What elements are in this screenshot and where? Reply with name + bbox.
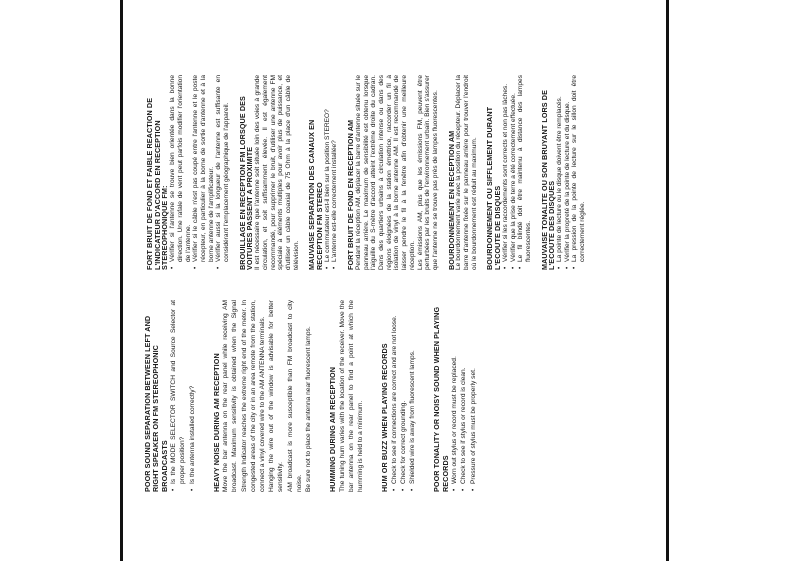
bullet-item: • Vérifier si les raccordements sont corrects et non pas lâches.	[502, 75, 510, 270]
troubleshooting-section	[144, 300, 197, 492]
troubleshooting-section	[448, 75, 479, 270]
section-heading: MAUVAISE SEPARATION DES CANAUX EN RECEPTION FM STEREO	[307, 119, 325, 270]
section-paragraph: Be sure not to place the antenna near fluorescent lamps.	[305, 326, 313, 492]
bullet-item: • Check for correct grounding.	[399, 300, 408, 492]
troubleshooting-section	[146, 75, 231, 270]
section-heading: HEAVY NOISE DURING AM RECEPTION	[211, 353, 221, 492]
bullet-item: • Vérifier aussi si la longueur de l'antenne est suffisante en considérant l'emplacement géographique de l'appareil.	[215, 75, 230, 270]
bullet-item: • Vérifier la propreté de la pointe de lecture et du disque.	[564, 75, 572, 270]
troubleshooting-section	[329, 300, 365, 492]
bullet-item: • Is the MODE SELECTOR SWITCH and Source Selector at proper position?	[169, 300, 187, 492]
section-heading: HUM OR BUZZ WHEN PLAYING RECORDS	[380, 343, 390, 492]
section-heading: POOR SOUND SEPARATION BETWEEN LEFT AND RIGHT SPEAKER ON FM STEREOPHONIC BROADCASTS	[143, 315, 169, 492]
section-paragraph: Pendant la réception AM, déplacer la barre d'antenne située sur le panneau arrière. Le maximum de sensibilité est obtenu lorsque l'aiguille du S-mètre d'accord atteint l'extrême droite du cadran. Dans des quartiers urbains à circulation intense ou dans des régions éloignées de la station émettrice, raccorder un fil à isolation de vinyl à la borne antenne AM. Il est recommandé de laisser pendre le fil à la fenêtre afin d'obtenir une meilleure réception.	[354, 75, 416, 270]
section-paragraph: Hanging the wire out of the window is advisable for better sensitivity.	[268, 300, 285, 492]
section-heading: BOURDONNEMENT EN RECEPTION AM	[446, 130, 456, 270]
bullet-list	[450, 300, 478, 492]
section-heading: MAUVAISE TONALITE OU SON BRUYANT LORS DE L'ECOUTE DES DISQUES	[539, 90, 557, 270]
troubleshooting-section	[308, 75, 339, 270]
bullet-list	[169, 75, 231, 270]
bullet-list	[556, 75, 587, 270]
french-column	[146, 75, 587, 270]
section-heading: FORT BRUIT DE FOND EN RECEPTION AM	[346, 119, 356, 270]
bullet-item: • Shielded wire is away from fluorescent lamps.	[408, 300, 417, 492]
troubleshooting-section	[541, 75, 587, 270]
bullet-item: • Is the antenna installed correctly?	[188, 300, 197, 492]
bullet-item: • Check to see if stylus or record is clean.	[459, 300, 468, 492]
section-heading: HUMMING DURING AM RECEPTION	[328, 366, 338, 492]
troubleshooting-section	[239, 75, 301, 270]
bullet-item: • Vérifier si l'antenne se trouve bien orientée dans la bonne direction. Une rafale de vent peut parfois modifier l'orientation de l'antenne.	[169, 75, 192, 270]
bullet-item: • La pression de la pointe de lecture sur le sillon doit être correctement réglée.	[571, 75, 586, 270]
bullet-item: • Vérifier que la prise de terre a été correctement effectuée.	[510, 75, 518, 270]
bullet-item: • Le fil blindé doit être maintenu à distance des lampes fluorescentes.	[517, 75, 532, 270]
section-heading: POOR TONALITY OR NOISY SOUND WHEN PLAYING RECORDS	[432, 306, 450, 492]
bullet-item: • La pointe de lecture ou le disque doivent être remplacés.	[556, 75, 564, 270]
section-paragraph: Le bourdonnement varie avec la position du récepteur. Déplacer la barre d'antenne fixée sur le panneau arrière pour trouver l'endroit où le bourdonnement est réduit au maximum.	[455, 75, 478, 270]
bullet-list	[502, 75, 533, 270]
section-heading: BROUILLAGE EN RECEPTION FM LORSQUE DES VOITURES PASSENT A PROXIMITE	[237, 96, 255, 270]
bullet-item: • Pressure of stylus must be properly set.	[469, 300, 478, 492]
bullet-item: • Le commutateur est-il bien sur la position STEREO?	[324, 75, 332, 270]
troubleshooting-section	[433, 300, 477, 492]
bullet-item: • Vérifier si le câble n'est pas coupé entre l'antenne et le poste récepteur, en particulier à la borne de sortie d'antenne et à la borne antenne de l'amplificateur.	[192, 75, 215, 270]
troubleshooting-section	[213, 300, 313, 492]
bullet-item: • Check to see if connections are correct and are not loose.	[390, 300, 399, 492]
troubleshooting-section	[486, 75, 532, 270]
section-paragraph: The tuning hum varies with the location of the receiver. Move the bar antenna on the rear panel to find a point at which the humming is held to a minimum.	[338, 300, 365, 492]
section-heading: FORT BRUIT DE FOND ET FAIBLE REACTION DE L'INDICATEUR D'ACCORD EN RECEPTION STEREOPHONIQUE FM:	[145, 97, 170, 270]
section-paragraph: Move the bar antenna on the rear panel while receiving AM broadcast. Maximum sensitivity is obtained when the Signal Strength Indicator reaches the extreme right end of the meter. In congested areas of the city or in an area remote from the station, connect a vinyl covered wire to the AM ANTENNA terminals.	[222, 300, 267, 492]
bullet-list	[324, 75, 339, 270]
section-heading: BOURDONNEMENT OU SIFFLEMENT DURANT L'ECOUTE DE DISQUES	[485, 106, 503, 270]
section-paragraph: Il est nécessaire que l'antenne soit située loin des voies à grande circulation, et soit suffisamment élevée. Il est également recommandé, pour supprimer le bruit, d'utiliser une antenne FM spéciale à éléments multiples pour avoir plus de puissance, et d'utiliser un câble coaxial de 75 Ohm à la place d'un câble de télévision.	[254, 75, 300, 270]
bullet-item: • Worn out stylus or record must be replaced.	[450, 300, 459, 492]
bullet-list	[390, 300, 418, 492]
section-paragraph: AM broadcast is more susceptible than FM broadcast to city noise.	[286, 300, 303, 492]
troubleshooting-section	[381, 300, 417, 492]
troubleshooting-section	[347, 75, 439, 270]
english-column	[144, 300, 478, 492]
bullet-item: • L'antenne est-elle correctement installée?	[331, 75, 339, 270]
section-paragraph: Les émissions AM, plus que les émissions FM, peuvent être perturbées par les bruits de l'environnement urbain. Bien s'assurer que l'antenne ne se trouve pas près de lampes fluorescentes.	[416, 75, 439, 270]
bullet-list	[169, 300, 197, 492]
